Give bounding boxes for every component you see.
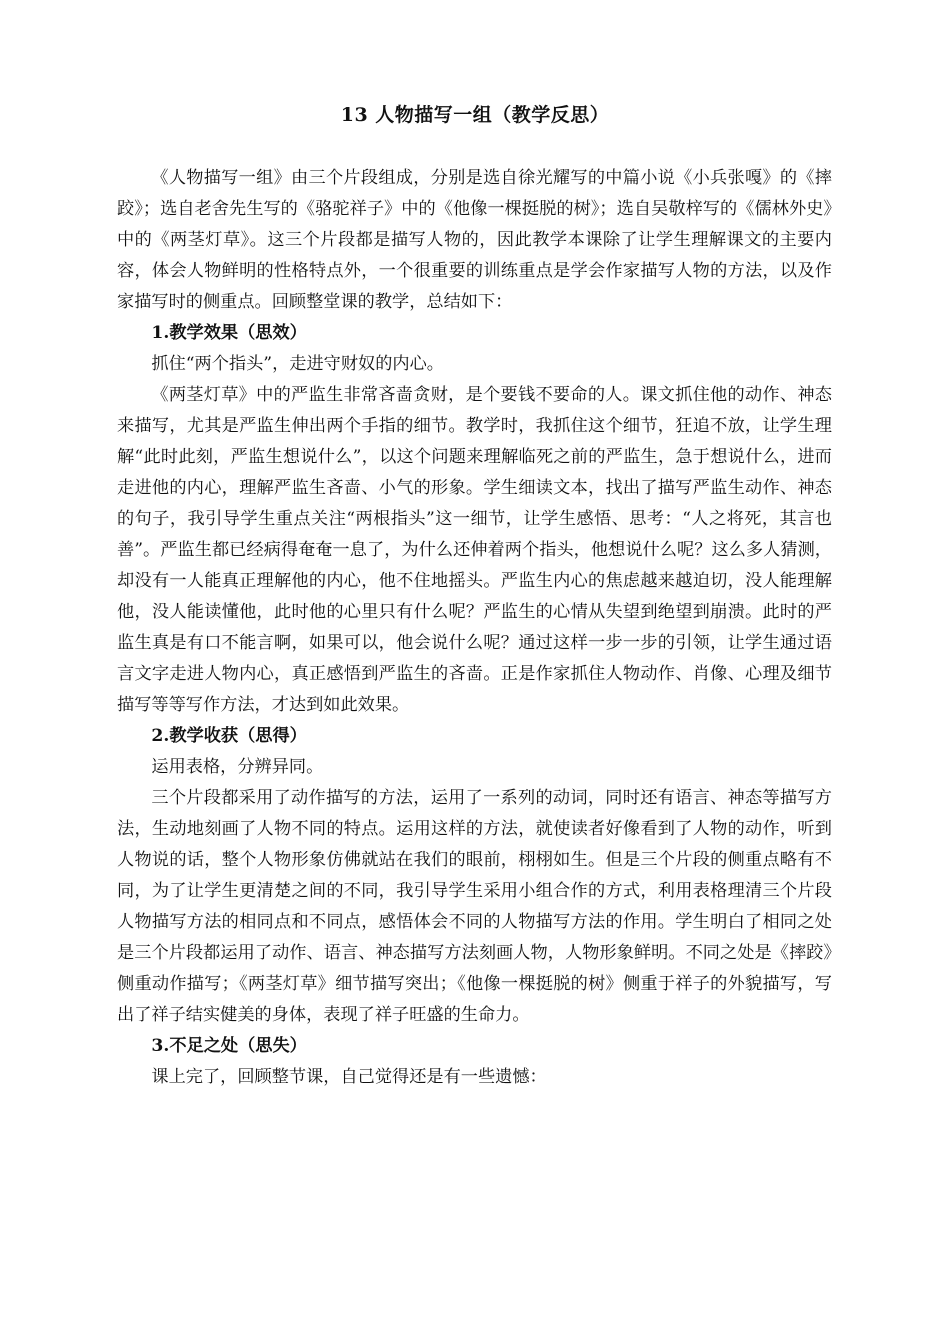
section-gains-paragraph: 三个片段都采用了动作描写的方法，运用了一系列的动词，同时还有语言、神态等描写方法，生动地刻画了人物不同的特点。运用这样的方法，就使读者好像看到了人物的动作，听到人物说的话，整个人物形象仿佛就站在我们的眼前，栩栩如生。但是三个片段的侧重点略有不同，为了让学生更清楚之间的不同，我引导学生采用小组合作的方式，利用表格理清三个片段人物描写方法的相同点和不同点，感悟体会不同的人物描写方法的作用。学生明白了相同之处是三个片段都运用了动作、语言、神态描写方法刻画人物，人物形象鲜明。不同之处是《摔跤》侧重动作描写；《两茎灯草》细节描写突出；《他像一棵挺脱的树》侧重于祥子的外貌描写，写出了祥子结实健美的身体，表现了祥子旺盛的生命力。: [117, 788, 832, 1025]
document-title: 13 人物描写一组（教学反思）: [340, 104, 610, 126]
document-body: [117, 163, 832, 1093]
intro-paragraph: 《人物描写一组》由三个片段组成，分别是选自徐光耀写的中篇小说《小兵张嘎》的《摔跤》；选自老舍先生写的《骆驼祥子》中的《他像一棵挺脱的树》；选自吴敬梓写的《儒林外史》中的《两茎灯草》。这三个片段都是描写人物的，因此教学本课除了让学生理解课文的主要内容，体会人物鲜明的性格特点外，一个很重要的训练重点是学会作家描写人物的方法，以及作家描写时的侧重点。回顾整堂课的教学，总结如下：: [117, 168, 832, 312]
section-heading-shortcomings: 3.不足之处（思失）: [151, 1036, 307, 1056]
section-effect-paragraph: 《两茎灯草》中的严监生非常吝啬贪财，是个要钱不要命的人。课文抓住他的动作、神态来描写，尤其是严监生伸出两个手指的细节。教学时，我抓住这个细节，狂追不放，让学生理解“此时此刻，严监生想说什么”，以这个问题来理解临死之前的严监生，急于想说什么，进而走进他的内心，理解严监生吝啬、小气的形象。学生细读文本，找出了描写严监生动作、神态的句子，我引导学生重点关注“两根指头”这一细节，让学生感悟、思考：“人之将死，其言也善”。严监生都已经病得奄奄一息了，为什么还伸着两个指头，他想说什么呢？这么多人猜测，却没有一人能真正理解他的内心，他不住地摇头。严监生内心的焦虑越来越迫切，没人能理解他，没人能读懂他，此时他的心里只有什么呢？严监生的心情从失望到绝望到崩溃。此时的严监生真是有口不能言啊，如果可以，他会说什么呢？通过这样一步一步的引领，让学生通过语言文字走进人物内心，真正感悟到严监生的吝啬。正是作家抓住人物动作、肖像、心理及细节描写等等写作方法，才达到如此效果。: [117, 385, 832, 715]
section-effect-summary: 抓住“两个指头”，走进守财奴的内心。: [151, 354, 444, 374]
section-shortcomings-paragraph: 课上完了，回顾整节课，自己觉得还是有一些遗憾：: [151, 1067, 547, 1087]
section-gains-summary: 运用表格，分辨异同。: [151, 757, 324, 777]
section-heading-gains: 2.教学收获（思得）: [151, 726, 307, 746]
section-heading-effect: 1.教学效果（思效）: [151, 323, 307, 343]
